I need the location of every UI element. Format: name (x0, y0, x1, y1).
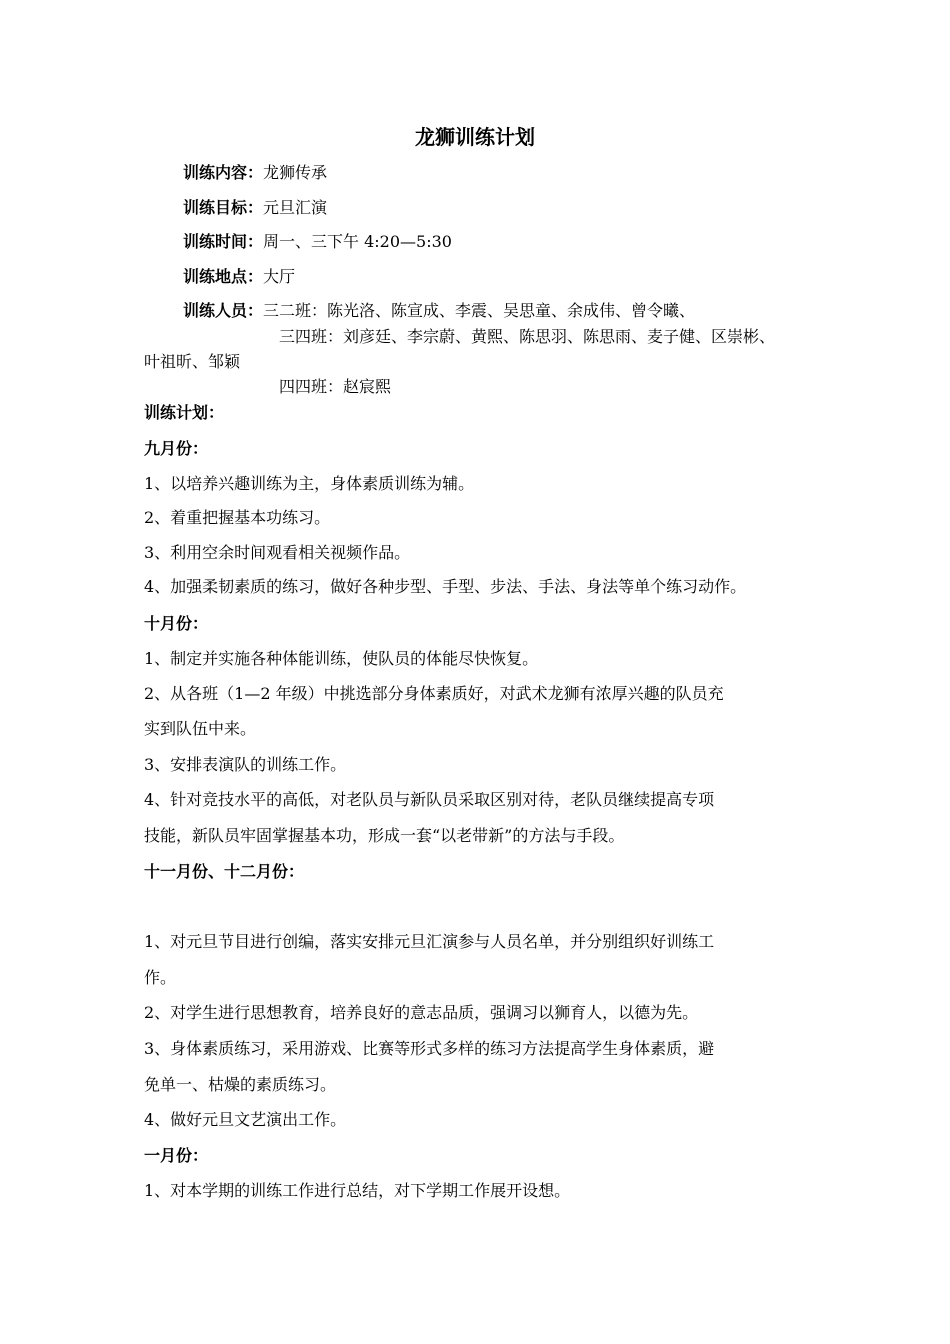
september-heading: 九月份： (144, 439, 209, 458)
list-item: 3、利用空余时间观看相关视频作品。 (144, 543, 411, 562)
list-item: 2、着重把握基本功练习。 (144, 508, 331, 527)
list-item: 1、以培养兴趣训练为主，身体素质训练为辅。 (144, 474, 475, 493)
content-value: 龙狮传承 (263, 163, 328, 182)
goal-label: 训练目标： (183, 198, 264, 217)
place-label: 训练地点： (183, 267, 264, 286)
people-label: 训练人员： (183, 301, 264, 320)
people-line4: 四四班：赵宸熙 (279, 377, 392, 396)
list-item: 免单一、枯燥的素质练习。 (144, 1075, 337, 1094)
list-item: 技能，新队员牢固掌握基本功，形成一套“以老带新”的方法与手段。 (144, 826, 625, 845)
plan-heading: 训练计划： (144, 403, 225, 422)
document-title: 龙狮训练计划 (415, 125, 535, 149)
novdec-heading: 十一月份、十二月份： (144, 862, 305, 881)
list-item: 2、对学生进行思想教育，培养良好的意志品质，强调习以狮育人，以德为先。 (144, 1003, 699, 1022)
january-heading: 一月份： (144, 1146, 209, 1165)
info-goal (183, 198, 327, 218)
list-item: 实到队伍中来。 (144, 719, 257, 738)
people-line1: 三二班：陈光洛、陈宣成、李震、吴思童、余成伟、曾令曦、 (263, 301, 696, 320)
list-item: 4、针对竞技水平的高低，对老队员与新队员采取区别对待，老队员继续提高专项 (144, 790, 715, 809)
info-people (183, 301, 695, 321)
content-label: 训练内容： (183, 163, 264, 182)
list-item: 4、加强柔韧素质的练习，做好各种步型、手型、步法、手法、身法等单个练习动作。 (144, 577, 747, 596)
people-line3: 叶祖昕、邹颖 (144, 352, 241, 371)
list-item: 1、制定并实施各种体能训练，使队员的体能尽快恢复。 (144, 649, 539, 668)
info-content (183, 163, 327, 183)
time-label: 训练时间： (183, 232, 264, 251)
list-item: 2、从各班（1—2 年级）中挑选部分身体素质好，对武术龙狮有浓厚兴趣的队员充 (144, 684, 724, 703)
list-item: 1、对元旦节目进行创编，落实安排元旦汇演参与人员名单，并分别组织好训练工 (144, 932, 715, 951)
list-item: 4、做好元旦文艺演出工作。 (144, 1110, 347, 1129)
info-place (183, 267, 295, 287)
people-line2: 三四班：刘彦廷、李宗蔚、黄熙、陈思羽、陈思雨、麦子健、区崇彬、 (279, 327, 776, 346)
list-item: 3、安排表演队的训练工作。 (144, 755, 347, 774)
list-item: 3、身体素质练习，采用游戏、比赛等形式多样的练习方法提高学生身体素质，避 (144, 1039, 715, 1058)
list-item: 作。 (144, 968, 177, 987)
time-value: 周一、三下午 4:20—5:30 (263, 232, 452, 251)
list-item: 1、对本学期的训练工作进行总结，对下学期工作展开设想。 (144, 1181, 571, 1200)
goal-value: 元旦汇演 (263, 198, 328, 217)
october-heading: 十月份： (144, 614, 209, 633)
info-time (183, 232, 452, 252)
place-value: 大厅 (263, 267, 296, 286)
